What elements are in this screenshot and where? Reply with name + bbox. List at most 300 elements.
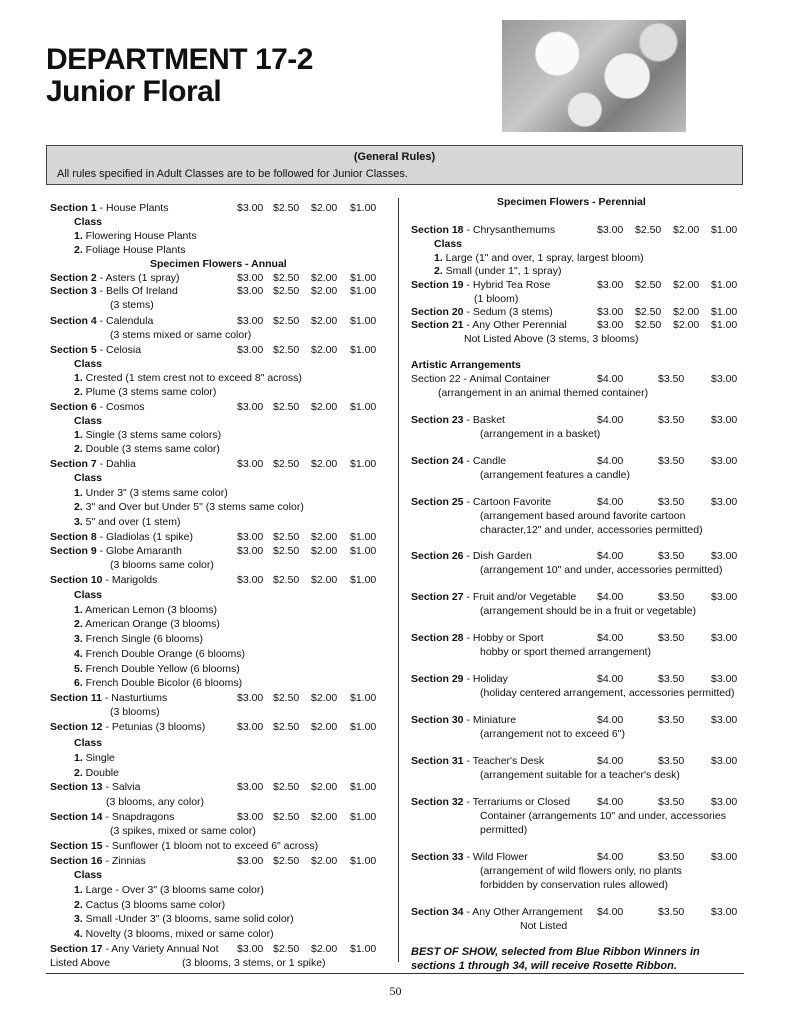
premium-amount: $3.00 xyxy=(237,574,264,586)
left-line xyxy=(74,229,197,243)
right-line xyxy=(411,590,576,604)
label-text: Large (1" and over, 1 spray, largest bloom) xyxy=(442,252,644,264)
label-text: forbidden by conservation rules allowed) xyxy=(480,879,668,891)
label-text: - Calendula xyxy=(96,315,154,327)
right-line xyxy=(411,850,528,864)
label-text: Single (3 stems same colors) xyxy=(82,429,222,441)
premium-amount: $2.50 xyxy=(273,458,300,470)
premium-amount: $2.00 xyxy=(673,279,700,291)
right-line xyxy=(480,864,682,878)
label-bold: 1. xyxy=(74,230,83,242)
label-text: Foliage House Plants xyxy=(82,244,186,256)
label-text: (arrangement suitable for a teacher's desk) xyxy=(480,769,680,781)
right-line xyxy=(474,292,518,306)
label-bold: 3. xyxy=(74,913,83,925)
label-bold: Specimen Flowers - Perennial xyxy=(497,196,646,208)
label-text: Flowering House Plants xyxy=(82,230,197,242)
left-line xyxy=(50,544,182,558)
label-text: - Fruit and/or Vegetable xyxy=(463,591,577,603)
premium-amount: $3.00 xyxy=(711,414,738,426)
left-line xyxy=(74,766,119,780)
label-text: - Any Variety Annual Not xyxy=(102,943,219,955)
label-bold: Section 24 xyxy=(411,455,464,467)
label-text: (1 bloom) xyxy=(474,293,519,305)
department-subtitle: Junior Floral xyxy=(46,75,222,108)
premium-amount: $3.00 xyxy=(597,319,624,331)
right-line xyxy=(520,919,567,933)
premium-amount: $4.00 xyxy=(597,550,624,562)
right-line xyxy=(480,686,734,700)
flower-photo xyxy=(502,20,686,132)
label-bold: 1. xyxy=(74,604,83,616)
premium-amount: $3.00 xyxy=(711,796,738,808)
premium-amount: $3.50 xyxy=(658,906,685,918)
label-bold: Class xyxy=(74,869,103,881)
label-text: - Cartoon Favorite xyxy=(463,496,552,508)
label-text: - Zinnias xyxy=(102,855,146,867)
premium-amount: $2.00 xyxy=(673,319,700,331)
label-text: Crested (1 stem crest not to exceed 8" across) xyxy=(82,372,302,384)
premium-amount: $2.50 xyxy=(273,272,300,284)
right-line xyxy=(411,454,506,468)
label-text: - Marigolds xyxy=(102,574,158,586)
premium-amount: $3.00 xyxy=(237,692,264,704)
premium-amount: $3.50 xyxy=(658,373,685,385)
premium-amount: $3.50 xyxy=(658,455,685,467)
label-text: Small (under 1", 1 spray) xyxy=(442,265,562,277)
premium-amount: $2.50 xyxy=(273,202,300,214)
left-line xyxy=(50,854,146,868)
label-text: (3 stems) xyxy=(110,299,154,311)
label-bold: Section 29 xyxy=(411,673,464,685)
label-text: Cactus (3 blooms same color) xyxy=(82,899,226,911)
label-bold: Class xyxy=(434,238,463,250)
label-text: (arrangement should be in a fruit or vegetable) xyxy=(480,605,696,617)
right-line xyxy=(480,563,722,577)
premium-amount: $3.00 xyxy=(237,721,264,733)
left-line xyxy=(74,603,217,617)
label-text: - Holiday xyxy=(463,673,508,685)
label-text: (3 spikes, mixed or same color) xyxy=(110,825,256,837)
label-bold: Section 21 xyxy=(411,319,464,331)
label-bold: Section 8 xyxy=(50,531,97,543)
label-text: - Any Other Arrangement xyxy=(463,906,583,918)
label-text: Not Listed xyxy=(520,920,568,932)
premium-amount: $2.50 xyxy=(273,315,300,327)
left-line xyxy=(50,271,180,285)
premium-amount: $4.00 xyxy=(597,455,624,467)
premium-amount: $2.00 xyxy=(311,943,338,955)
premium-amount: $3.00 xyxy=(711,373,738,385)
left-line xyxy=(50,201,168,215)
label-text: (3 blooms) xyxy=(110,706,160,718)
label-text: Container (arrangements 10" and under, accessories xyxy=(480,810,726,822)
right-line xyxy=(480,809,726,823)
label-bold: Section 3 xyxy=(50,285,97,297)
premium-amount: $1.00 xyxy=(350,315,377,327)
label-text: - Celosia xyxy=(96,344,142,356)
label-bold: 2. xyxy=(74,443,83,455)
premium-amount: $2.00 xyxy=(311,811,338,823)
left-line xyxy=(50,530,193,544)
premium-amount: $4.00 xyxy=(597,673,624,685)
premium-amount: $2.50 xyxy=(273,692,300,704)
premium-amount: $1.00 xyxy=(350,692,377,704)
label-bold: Section 10 xyxy=(50,574,103,586)
label-text: character,12" and under, accessories permitted) xyxy=(480,524,703,536)
label-bold: 2. xyxy=(434,265,443,277)
right-line xyxy=(464,332,639,346)
label-bold: 4. xyxy=(74,648,83,660)
label-text: - Hybrid Tea Rose xyxy=(463,279,551,291)
label-bold: Class xyxy=(74,216,103,228)
left-line xyxy=(50,956,110,970)
label-text: (arrangement 10" and under, accessories permitted) xyxy=(480,564,723,576)
label-text: (arrangement features a candle) xyxy=(480,469,630,481)
premium-amount: $2.00 xyxy=(311,315,338,327)
premium-amount: $2.00 xyxy=(311,202,338,214)
premium-amount: $3.50 xyxy=(658,550,685,562)
label-text: (arrangement based around favorite cartoon xyxy=(480,510,686,522)
premium-amount: $4.00 xyxy=(597,414,624,426)
label-bold: Section 28 xyxy=(411,632,464,644)
label-bold: 2. xyxy=(74,899,83,911)
left-line xyxy=(182,956,326,970)
premium-amount: $1.00 xyxy=(350,458,377,470)
left-line xyxy=(110,328,251,342)
label-text: - Dish Garden xyxy=(463,550,532,562)
label-text: - Asters (1 spray) xyxy=(96,272,180,284)
premium-amount: $2.50 xyxy=(635,279,662,291)
premium-amount: $3.00 xyxy=(237,272,264,284)
label-text: - Salvia xyxy=(102,781,141,793)
label-text: - Gladiolas (1 spike) xyxy=(96,531,193,543)
right-line xyxy=(411,318,567,332)
premium-amount: $3.50 xyxy=(658,714,685,726)
label-text: - Any Other Perennial xyxy=(463,319,567,331)
premium-amount: $2.00 xyxy=(311,721,338,733)
label-text: (3 stems mixed or same color) xyxy=(110,329,252,341)
premium-amount: $2.50 xyxy=(273,344,300,356)
premium-amount: $3.50 xyxy=(658,755,685,767)
general-rules-title: (General Rules) xyxy=(353,151,436,163)
right-line xyxy=(411,905,583,919)
label-bold: Specimen Flowers - Annual xyxy=(150,258,287,270)
label-bold: 1. xyxy=(434,252,443,264)
left-line xyxy=(50,839,318,853)
label-bold: 6. xyxy=(74,677,83,689)
left-line xyxy=(110,824,256,838)
left-line xyxy=(150,257,287,271)
left-line xyxy=(74,385,216,399)
label-text: (arrangement not to exceed 6") xyxy=(480,728,625,740)
premium-amount: $3.00 xyxy=(237,811,264,823)
premium-amount: $2.00 xyxy=(311,285,338,297)
left-line xyxy=(50,457,136,471)
premium-amount: $1.00 xyxy=(350,781,377,793)
premium-amount: $1.00 xyxy=(350,855,377,867)
premium-amount: $2.00 xyxy=(311,545,338,557)
left-line xyxy=(50,573,157,587)
column-divider xyxy=(398,198,399,962)
label-bold: Section 19 xyxy=(411,279,464,291)
label-bold: 2. xyxy=(74,618,83,630)
premium-amount: $2.50 xyxy=(273,285,300,297)
right-line xyxy=(480,768,680,782)
premium-amount: $3.00 xyxy=(237,315,264,327)
left-line xyxy=(74,471,102,485)
label-bold: Class xyxy=(74,415,103,427)
label-bold: Section 6 xyxy=(50,401,97,413)
label-bold: Class xyxy=(74,358,103,370)
label-bold: Class xyxy=(74,737,103,749)
label-text: - House Plants xyxy=(96,202,169,214)
label-text: Section 22 - Animal Container xyxy=(411,373,550,385)
label-text: Single xyxy=(82,752,115,764)
left-line xyxy=(74,676,242,690)
label-text: (arrangement of wild flowers only, no plants xyxy=(480,865,682,877)
label-text: (3 blooms same color) xyxy=(110,559,214,571)
premium-amount: $1.00 xyxy=(350,721,377,733)
left-line xyxy=(74,588,102,602)
label-text: - Sunflower (1 bloom not to exceed 6" across) xyxy=(102,840,319,852)
label-bold: Section 13 xyxy=(50,781,103,793)
premium-amount: $1.00 xyxy=(350,811,377,823)
left-line xyxy=(50,314,153,328)
premium-amount: $2.00 xyxy=(311,272,338,284)
premium-amount: $4.00 xyxy=(597,591,624,603)
premium-amount: $4.00 xyxy=(597,851,624,863)
premium-amount: $1.00 xyxy=(711,319,738,331)
premium-amount: $3.00 xyxy=(237,531,264,543)
page-number: 50 xyxy=(389,984,402,998)
premium-amount: $2.00 xyxy=(673,224,700,236)
premium-amount: $1.00 xyxy=(711,279,738,291)
premium-amount: $4.00 xyxy=(597,632,624,644)
premium-amount: $3.00 xyxy=(711,851,738,863)
label-bold: 3. xyxy=(74,633,83,645)
label-text: (3 blooms, 3 stems, or 1 spike) xyxy=(182,957,326,969)
label-text: French Double Bicolor (6 blooms) xyxy=(82,677,243,689)
right-line xyxy=(411,754,544,768)
label-bold: 5. xyxy=(74,663,83,675)
left-line xyxy=(74,243,186,257)
left-line xyxy=(74,736,102,750)
left-line xyxy=(50,284,178,298)
label-text: Under 3" (3 stems same color) xyxy=(82,487,228,499)
right-line xyxy=(480,523,703,537)
premium-amount: $3.50 xyxy=(658,851,685,863)
department-title: DEPARTMENT 17-2 xyxy=(46,43,313,76)
left-line xyxy=(74,414,102,428)
left-line xyxy=(74,371,302,385)
premium-amount: $3.00 xyxy=(711,632,738,644)
label-text: American Orange (3 blooms) xyxy=(82,618,220,630)
premium-amount: $2.00 xyxy=(311,574,338,586)
premium-amount: $2.50 xyxy=(273,531,300,543)
premium-amount: $3.00 xyxy=(237,202,264,214)
label-text: (holiday centered arrangement, accessories permitted) xyxy=(480,687,735,699)
label-text: American Lemon (3 blooms) xyxy=(82,604,217,616)
premium-amount: $1.00 xyxy=(711,224,738,236)
right-line xyxy=(434,251,644,265)
label-text: Novelty (3 blooms, mixed or same color) xyxy=(82,928,274,940)
label-bold: Section 25 xyxy=(411,496,464,508)
label-bold: 1. xyxy=(74,372,83,384)
general-rules-box xyxy=(46,145,743,185)
label-text: - Globe Amaranth xyxy=(96,545,182,557)
label-bold: 2. xyxy=(74,244,83,256)
right-line xyxy=(480,604,696,618)
best-of-show-note-line-1: BEST OF SHOW, selected from Blue Ribbon Winners in xyxy=(411,946,700,958)
label-bold: Section 32 xyxy=(411,796,464,808)
label-text: Large - Over 3" (3 blooms same color) xyxy=(82,884,264,896)
label-text: - Teacher's Desk xyxy=(463,755,545,767)
premium-amount: $3.50 xyxy=(658,632,685,644)
label-text: - Petunias (3 blooms) xyxy=(102,721,206,733)
premium-amount: $3.00 xyxy=(237,458,264,470)
label-bold: Section 11 xyxy=(50,692,102,704)
label-bold: Section 17 xyxy=(50,943,103,955)
label-text: - Wild Flower xyxy=(463,851,528,863)
label-bold: Section 26 xyxy=(411,550,464,562)
general-rules-text: All rules specified in Adult Classes are to be followed for Junior Classes. xyxy=(57,168,408,180)
label-bold: 2. xyxy=(74,386,83,398)
right-line xyxy=(411,713,516,727)
premium-amount: $1.00 xyxy=(350,272,377,284)
premium-amount: $3.50 xyxy=(658,673,685,685)
right-line xyxy=(438,386,648,400)
right-line xyxy=(411,278,550,292)
premium-amount: $3.00 xyxy=(711,455,738,467)
left-line xyxy=(74,912,294,926)
left-line xyxy=(106,795,204,809)
label-text: - Snapdragons xyxy=(102,811,175,823)
premium-amount: $3.00 xyxy=(237,545,264,557)
premium-amount: $2.00 xyxy=(311,855,338,867)
left-line xyxy=(74,442,220,456)
left-line xyxy=(74,868,102,882)
label-bold: Section 18 xyxy=(411,224,464,236)
premium-amount: $1.00 xyxy=(350,202,377,214)
label-text: Not Listed Above (3 stems, 3 blooms) xyxy=(464,333,639,345)
right-line xyxy=(411,413,505,427)
premium-amount: $3.00 xyxy=(711,591,738,603)
label-text: French Double Orange (6 blooms) xyxy=(82,648,246,660)
right-line xyxy=(497,195,646,209)
left-line xyxy=(74,647,245,661)
premium-amount: $3.50 xyxy=(658,414,685,426)
label-bold: Section 27 xyxy=(411,591,464,603)
label-bold: Section 31 xyxy=(411,755,464,767)
left-line xyxy=(74,898,225,912)
premium-amount: $3.00 xyxy=(237,344,264,356)
footer-rule xyxy=(46,973,744,974)
left-line xyxy=(50,810,174,824)
label-bold: 1. xyxy=(74,884,83,896)
premium-amount: $1.00 xyxy=(350,545,377,557)
label-text: hobby or sport themed arrangement) xyxy=(480,646,652,658)
label-bold: Section 4 xyxy=(50,315,97,327)
left-line xyxy=(74,486,228,500)
label-text: - Nasturtiums xyxy=(101,692,168,704)
label-bold: 2. xyxy=(74,767,83,779)
label-bold: Section 30 xyxy=(411,714,464,726)
left-line xyxy=(74,515,180,529)
label-bold: Section 33 xyxy=(411,851,464,863)
left-line xyxy=(74,357,102,371)
right-line xyxy=(480,823,527,837)
premium-amount: $1.00 xyxy=(350,344,377,356)
label-bold: Section 1 xyxy=(50,202,97,214)
premium-amount: $2.00 xyxy=(311,692,338,704)
left-line xyxy=(74,500,304,514)
label-bold: 2. xyxy=(74,501,83,513)
left-line xyxy=(50,780,140,794)
left-line xyxy=(74,751,115,765)
label-bold: Section 15 xyxy=(50,840,103,852)
premium-amount: $1.00 xyxy=(350,574,377,586)
premium-amount: $3.00 xyxy=(597,224,624,236)
right-line xyxy=(411,372,550,386)
label-bold: Section 14 xyxy=(50,811,103,823)
label-text: - Terrariums or Closed xyxy=(463,796,571,808)
label-text: Plume (3 stems same color) xyxy=(82,386,217,398)
premium-amount: $2.00 xyxy=(311,344,338,356)
label-bold: Section 9 xyxy=(50,545,97,557)
premium-amount: $3.00 xyxy=(711,755,738,767)
premium-amount: $4.00 xyxy=(597,755,624,767)
premium-amount: $3.00 xyxy=(711,550,738,562)
left-line xyxy=(74,617,220,631)
right-line xyxy=(411,795,570,809)
label-text: (arrangement in an animal themed container) xyxy=(438,387,649,399)
right-line xyxy=(480,427,600,441)
right-line xyxy=(434,237,462,251)
label-bold: 3. xyxy=(74,516,83,528)
premium-amount: $2.00 xyxy=(311,401,338,413)
premium-amount: $2.50 xyxy=(635,306,662,318)
left-line xyxy=(110,558,214,572)
label-bold: Section 7 xyxy=(50,458,97,470)
best-of-show-note-line-2: sections 1 through 34, will receive Rosette Ribbon. xyxy=(411,960,677,972)
left-line xyxy=(50,942,218,956)
label-bold: Section 20 xyxy=(411,306,464,318)
premium-amount: $4.00 xyxy=(597,714,624,726)
right-line xyxy=(411,672,508,686)
label-text: permitted) xyxy=(480,824,528,836)
premium-amount: $3.00 xyxy=(711,673,738,685)
label-bold: 4. xyxy=(74,928,83,940)
premium-amount: $2.50 xyxy=(273,781,300,793)
label-text: - Sedum (3 stems) xyxy=(463,306,553,318)
left-line xyxy=(110,298,154,312)
premium-amount: $2.50 xyxy=(273,574,300,586)
label-text: - Basket xyxy=(463,414,505,426)
premium-amount: $1.00 xyxy=(350,285,377,297)
label-text: French Single (6 blooms) xyxy=(82,633,203,645)
label-text: - Cosmos xyxy=(96,401,145,413)
premium-amount: $2.00 xyxy=(311,781,338,793)
label-text: - Dahlia xyxy=(96,458,136,470)
premium-amount: $2.50 xyxy=(635,224,662,236)
premium-amount: $2.00 xyxy=(311,458,338,470)
label-bold: Section 2 xyxy=(50,272,97,284)
label-bold: Section 12 xyxy=(50,721,103,733)
label-bold: Section 23 xyxy=(411,414,464,426)
left-line xyxy=(50,691,167,705)
premium-amount: $3.00 xyxy=(711,714,738,726)
